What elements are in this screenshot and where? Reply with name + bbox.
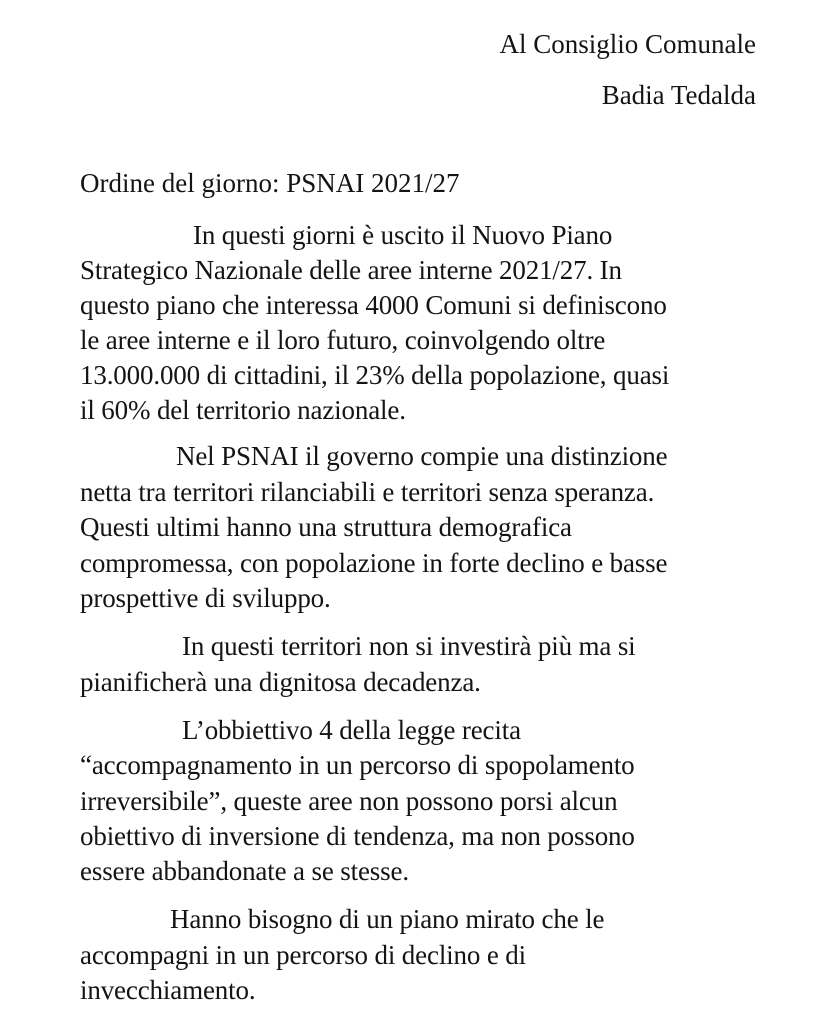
recipient-line-1: Al Consiglio Comunale [499,29,756,59]
paragraph-line: prospettive di sviluppo. [80,583,331,613]
subject-line: Ordine del giorno: PSNAI 2021/27 [80,168,460,198]
paragraph-line: invecchiamento. [80,975,256,1005]
paragraph-line: Questi ultimi hanno una struttura demografica [80,512,572,542]
paragraph-line: L’obbiettivo 4 della legge recita [182,715,521,745]
paragraph-line: pianificherà una dignitosa decadenza. [80,667,481,697]
paragraph-line: “accompagnamento in un percorso di spopolamento [80,750,635,780]
paragraph-line: compromessa, con popolazione in forte declino e basse [80,548,668,578]
paragraph-line: essere abbandonate a se stesse. [80,856,409,886]
paragraph-line: il 60% del territorio nazionale. [80,395,406,425]
recipient-line-2: Badia Tedalda [601,80,756,110]
paragraph-line: le aree interne e il loro futuro, coinvolgendo oltre [80,325,606,355]
paragraph-line: In questi giorni è uscito il Nuovo Piano [193,220,613,250]
paragraph-line: netta tra territori rilanciabili e territori senza speranza. [80,477,655,507]
paragraph-line: Hanno bisogno di un piano mirato che le [170,904,605,934]
paragraph-line: Strategico Nazionale delle aree interne 2021/27. In [80,255,622,285]
paragraph-line: Nel PSNAI il governo compie una distinzione [176,441,668,471]
paragraph-line: questo piano che interessa 4000 Comuni si definiscono [80,290,667,320]
paragraph-line: accompagni in un percorso di declino e di [80,940,526,970]
paragraph-line: irreversibile”, queste aree non possono porsi alcun [80,786,618,816]
paragraph-line: 13.000.000 di cittadini, il 23% della popolazione, quasi [80,360,670,390]
paragraph-line: In questi territori non si investirà più ma si [182,631,636,661]
paragraph-line: obiettivo di inversione di tendenza, ma non possono [80,821,635,851]
